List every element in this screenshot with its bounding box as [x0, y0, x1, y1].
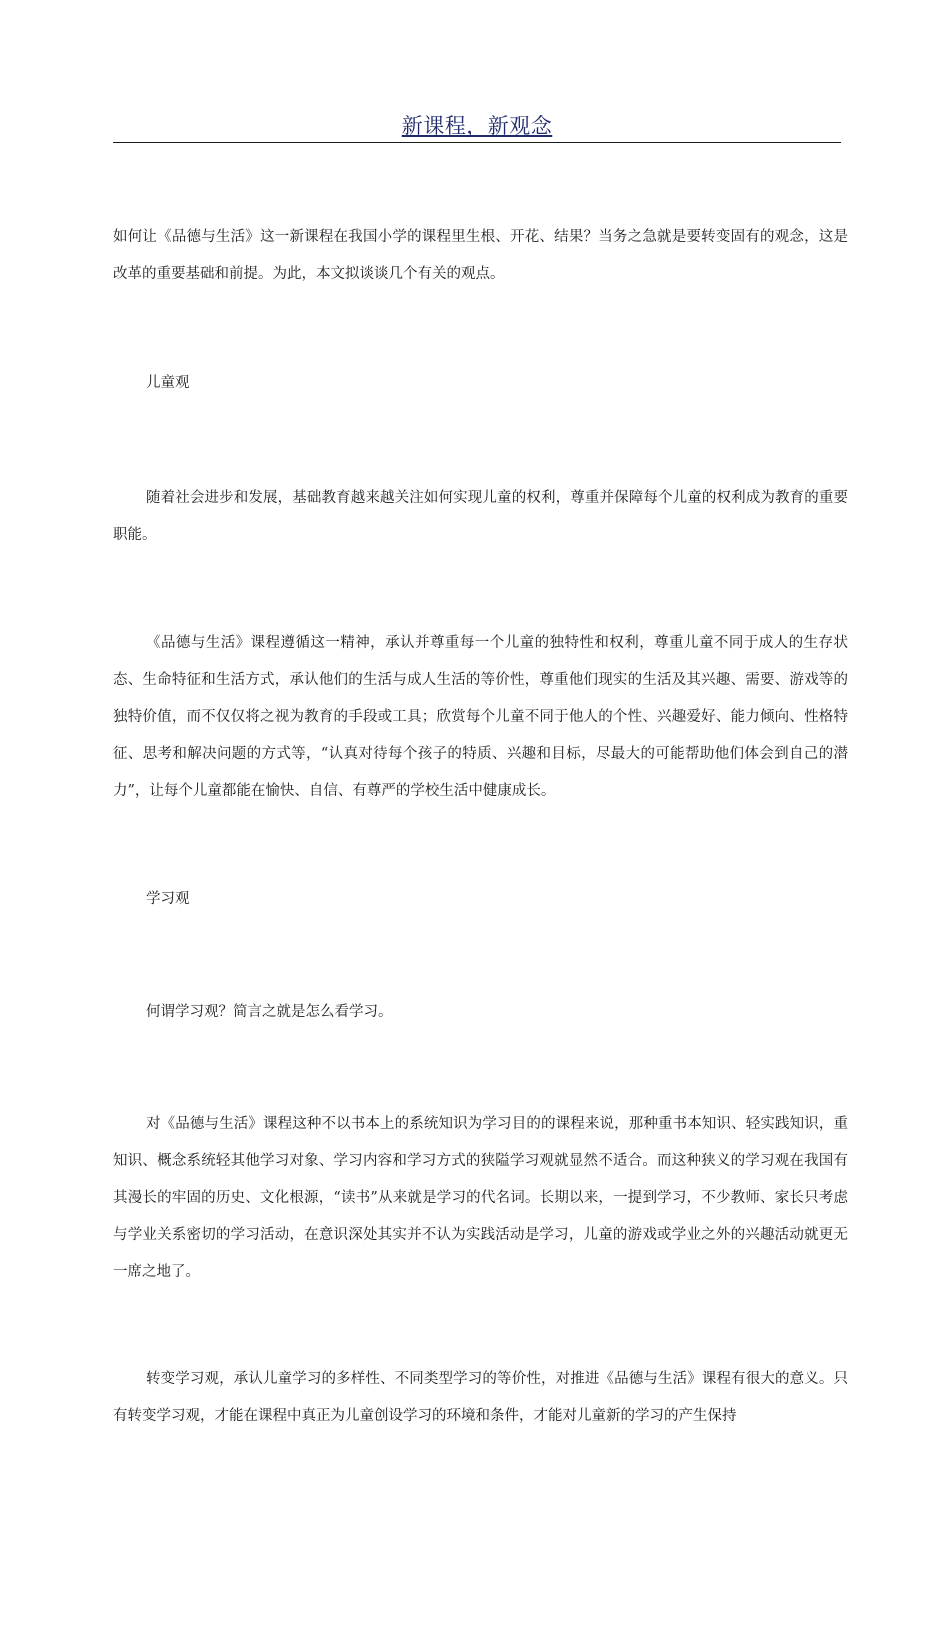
- document-title: 新课程，新观念: [401, 114, 553, 138]
- paragraph-learning-1: 何谓学习观？简言之就是怎么看学习。: [146, 1004, 393, 1020]
- section-heading-learning-view: 学习观: [146, 891, 190, 907]
- intro-paragraph: 如何让《品德与生活》这一新课程在我国小学的课程里生根、开花、结果？当务之急就是要转变固有的观念，这是改革的重要基础和前提。为此，本文拟谈谈几个有关的观点。: [113, 229, 848, 282]
- paragraph-children-2: 《品德与生活》课程遵循这一精神，承认并尊重每一个儿童的独特性和权利，尊重儿童不同于成人的生存状态、生命特征和生活方式，承认他们的生活与成人生活的等价性，尊重他们现实的生活及其兴趣、需要、游戏等的独特价值，而不仅仅将之视为教育的手段或工具；欣赏每个儿童不同于他人的个性、兴趣爱好、能力倾向、性格特征、思考和解决问题的方式等，“认真对待每个孩子的特质、兴趣和目标，尽最大的可能帮助他们体会到自己的潜力”，让每个儿童都能在愉快、自信、有尊严的学校生活中健康成长。: [113, 635, 848, 799]
- paragraph-learning-2: 对《品德与生活》课程这种不以书本上的系统知识为学习目的的课程来说，那种重书本知识、轻实践知识，重知识、概念系统轻其他学习对象、学习内容和学习方式的狭隘学习观就显然不适合。而这种狭义的学习观在我国有其漫长的牢固的历史、文化根源，“读书”从来就是学习的代名词。长期以来，一提到学习，不少教师、家长只考虑与学业关系密切的学习活动，在意识深处其实并不认为实践活动是学习，儿童的游戏或学业之外的兴趣活动就更无一席之地了。: [113, 1116, 848, 1280]
- title-block: [113, 112, 841, 143]
- section-heading-children-view: 儿童观: [146, 375, 190, 391]
- paragraph-learning-3: 转变学习观，承认儿童学习的多样性、不同类型学习的等价性，对推进《品德与生活》课程有很大的意义。只有转变学习观，才能在课程中真正为儿童创设学习的环境和条件，才能对儿童新的学习的产生保持: [113, 1371, 848, 1424]
- paragraph-children-1: 随着社会进步和发展，基础教育越来越关注如何实现儿童的权利，尊重并保障每个儿童的权利成为教育的重要职能。: [113, 490, 848, 543]
